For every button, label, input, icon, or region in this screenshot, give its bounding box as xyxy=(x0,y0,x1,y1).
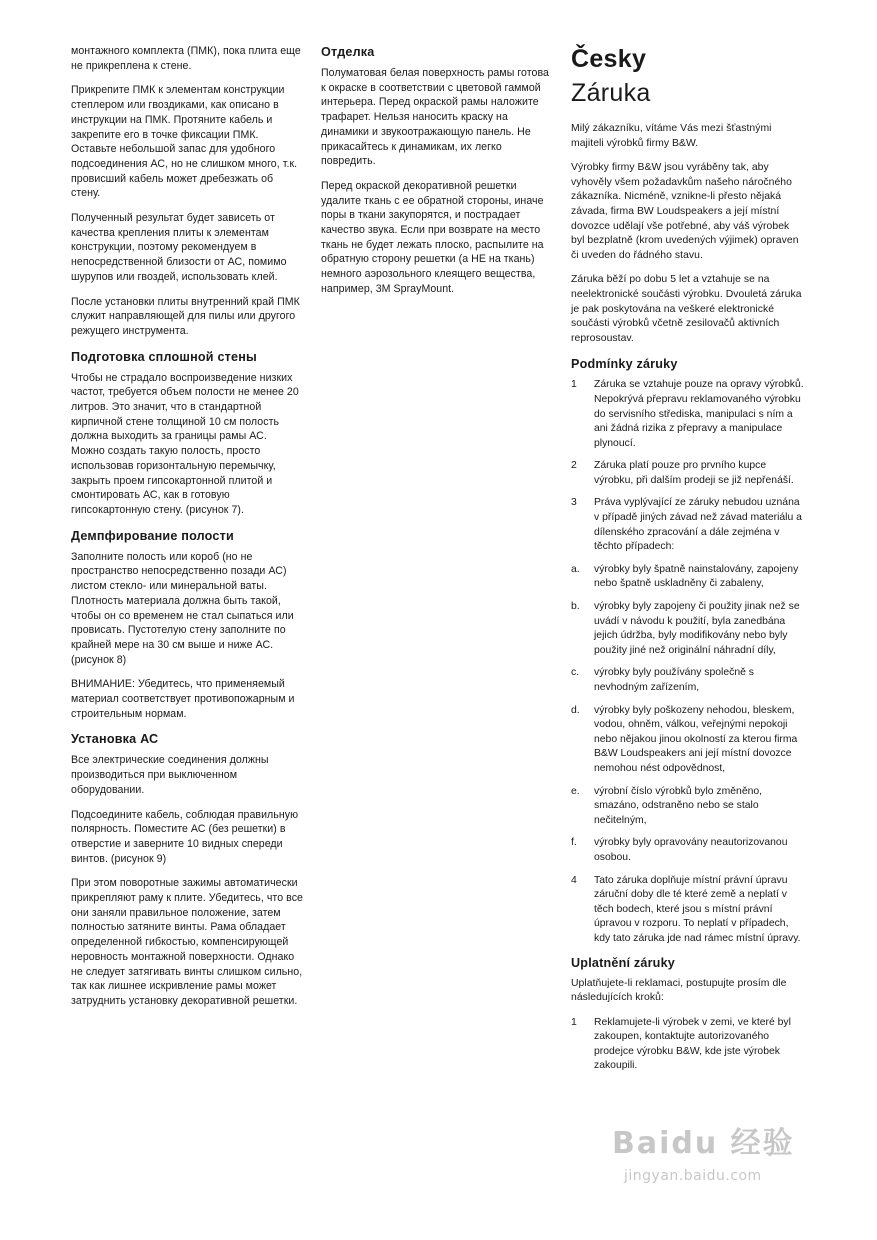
paragraph: монтажного комплекта (ПМК), пока плита еще не прикреплена к стене. xyxy=(71,45,301,72)
paragraph: Все электрические соединения должны производиться при выключенном оборудовании. xyxy=(71,754,269,796)
list-text: Reklamujete-li výrobek v zemi, ve které byl zakoupen, kontaktujte autorizovaného prodejce výrobku B&W, kde jste výrobek zakoupili. xyxy=(594,1016,791,1072)
paragraph: Výrobky firmy B&W jsou vyráběny tak, aby vyhověly všem požadavkům našeho náročného zákazníka. Nicméně, vznikne-li přesto nějaká závada, firma BW Loudspeakers a její místní dovozce udělají vše potřebné, aby váš výrobek byl bezplatně (krom uvedených výjimek) opraven či uveden do řádného stavu. xyxy=(571,162,799,261)
paragraph: Полуматовая белая поверхность рамы готова к окраске в соответствии с цветовой гаммой интерьера. Перед окраской рамы наложите трафарет. Нельзя наносить краску на динамики и звукоотражающую панель. Не прикасайтесь к динамикам, их легко повредить. xyxy=(321,67,549,168)
list-marker: d. xyxy=(571,704,580,716)
list-item xyxy=(571,496,805,554)
list-marker: f. xyxy=(571,837,577,849)
column-2 xyxy=(321,44,551,307)
list-text: výrobky byly špatně nainstalovány, zapojeny nebo špatně uskladněny či zabaleny, xyxy=(594,563,799,590)
list-text: výrobní číslo výrobků bylo změněno, smazáno, odstraněno nebo se stalo nečitelným, xyxy=(594,785,763,826)
list-text: Záruka platí pouze pro prvního kupce výrobku, při dalším prodeji se již nepřenáší. xyxy=(594,460,794,486)
list-item xyxy=(571,1016,805,1074)
list-item xyxy=(571,704,805,777)
list-item xyxy=(571,459,805,488)
paragraph: Uplatňujete-li reklamaci, postupujte prosím dle následujících kroků: xyxy=(571,977,787,1004)
list-marker: 1 xyxy=(571,1016,577,1028)
list-item xyxy=(571,874,805,947)
warning-paragraph: ВНИМАНИЕ: Убедитесь, что применяемый материал соответствует противопожарным и строительным нормам. xyxy=(71,678,295,720)
list-marker: c. xyxy=(571,667,580,679)
section-heading: Uplatnění záruky xyxy=(571,955,675,970)
paragraph: Заполните полость или короб (но не пространство непосредственно позади АС) листом стекло- или минеральной ваты. Плотность материала должна быть такой, чтобы он со временем не стал сыпаться или провисать. Пустотелую стену заполните по крайней мере на 30 см выше и ниже АС. (рисунок 8) xyxy=(71,550,294,666)
list-item xyxy=(571,378,805,451)
paragraph: Перед окраской декоративной решетки удалите ткань с ее обратной стороны, иначе поры в ткани закупорятся, и пострадает качество звука. Если при возврате на место ткань не будет лежать плоско, распылите на обратную сторону решетки (а НЕ на ткань) немного аэрозольного клеящего вещества, например, 3M SprayMount. xyxy=(321,179,544,295)
watermark-logo: Baidu 经验 xyxy=(612,1126,795,1161)
list-marker: 2 xyxy=(571,460,577,472)
paragraph: Прикрепите ПМК к элементам конструкции степлером или гвоздиками, как описано в инструкции на ПМК. Протяните кабель и закрепите его в точке фиксации ПМК. Оставьте небольшой запас для удобного подсоединения АС, но не слишком много, т.к. провисший кабель может дребезжать об стену. xyxy=(71,84,298,200)
list-text: výrobky byly zapojeny či použity jinak než se uvádí v návodu k použití, byla zanedbána jejich údržba, byly modifikovány nebo byly použity jiné než originální náhradní díly, xyxy=(594,601,800,656)
list-text: Tato záruka doplňuje místní právní úpravu záruční doby dle té které země a neplatí v těch bodech, které jsou s místní právní úpravou v rozporu. To neplatí v případech, kdy tato záruka jde nad rámec místní úpravy. xyxy=(594,874,801,944)
column-1 xyxy=(71,44,303,1019)
section-heading: Демпфирование полости xyxy=(71,528,234,543)
conditions-list xyxy=(571,378,805,946)
paragraph: Milý zákazníku, vítáme Vás mezi šťastnými majiteli výrobků firmy B&W. xyxy=(571,123,772,149)
section-heading: Podmínky záruky xyxy=(571,357,678,372)
language-title: Česky xyxy=(571,45,647,73)
list-marker: 1 xyxy=(571,379,577,391)
list-text: Záruka se vztahuje pouze na opravy výrobků. Nepokrývá přepravu reklamovaného výrobku do servisního střediska, manipulaci s ním a ani žádná rizika z přepravy a manipulace plynoucí. xyxy=(594,379,804,449)
section-heading: Отделка xyxy=(321,45,375,59)
list-item xyxy=(571,563,805,592)
list-marker: a. xyxy=(571,563,580,575)
list-item xyxy=(571,836,805,865)
list-text: výrobky byly opravovány neautorizovanou osobou. xyxy=(594,837,788,863)
list-item xyxy=(571,785,805,829)
paragraph: После установки плиты внутренний край ПМК служит направляющей для пилы или другого режущего инструмента. xyxy=(71,295,300,337)
page-subtitle: Záruka xyxy=(571,79,651,107)
paragraph: Záruka běží po dobu 5 let a vztahuje se na neelektronické součásti výrobku. Dvouletá záruka je pak poskytována na veškeré elektronické součásti výrobků včetně zesilovačů aktivních reprosoustav. xyxy=(571,274,802,344)
watermark-url: jingyan.baidu.com xyxy=(624,1168,762,1184)
paragraph: Чтобы не страдало воспроизведение низких частот, требуется объем полости не менее 20 литров. Это значит, что в стандартной кирпичной стене толщиной 10 см полость должна выходить за границы рамы АС. Можно создать такую полость, просто использовав горизонтальную перемычку, закрыть проем гипсокартонной плитой и смонтировать АС, как в готовую гипсокартонную стену. (рисунок 7). xyxy=(71,371,299,516)
list-item xyxy=(571,666,805,695)
column-3 xyxy=(571,44,805,1082)
section-heading: Установка АС xyxy=(71,732,159,747)
list-text: výrobky byly poškozeny nehodou, bleskem, vodou, ohněm, válkou, veřejnými nepokoji nebo nějakou jinou okolností za kterou firma B&W Loudspeakers ani její místní dovozce nemohou nést odpovědnost, xyxy=(594,704,798,774)
list-text: výrobky byly používány společně s nevhodným zařízením, xyxy=(594,667,754,693)
paragraph: При этом поворотные зажимы автоматически прикрепляют раму к плите. Убедитесь, что все они заняли правильное положение, затем полностью затяните винты. Рама обладает определенной гибкостью, компенсирующей неровность монтажной поверхности. Однако не следует затягивать винты слишком сильно, так как лишнее искривление рамы может затруднить установку декоративной решетки. xyxy=(71,877,303,1007)
list-marker: b. xyxy=(571,601,580,613)
section-heading: Подготовка сплошной стены xyxy=(71,349,257,364)
list-marker: e. xyxy=(571,785,580,797)
paragraph: Полученный результат будет зависеть от качества крепления плиты к элементам конструкции, поэтому рекомендуем в непосредственной близости от АС, помимо шурупов или гвоздей, использовать клей. xyxy=(71,212,287,283)
paragraph: Подсоедините кабель, соблюдая правильную полярность. Поместите АС (без решетки) в отверстие и заверните 10 видных спереди винтов. (рисунок 9) xyxy=(71,808,299,865)
list-text: Práva vyplývající ze záruky nebudou uznána v případě jiných závad než závad materiálu a dílenského zpracování a dále zejména v těchto případech: xyxy=(594,497,802,553)
list-marker: 3 xyxy=(571,497,577,509)
claim-steps-list xyxy=(571,1016,805,1074)
list-item xyxy=(571,600,805,658)
list-marker: 4 xyxy=(571,874,577,886)
